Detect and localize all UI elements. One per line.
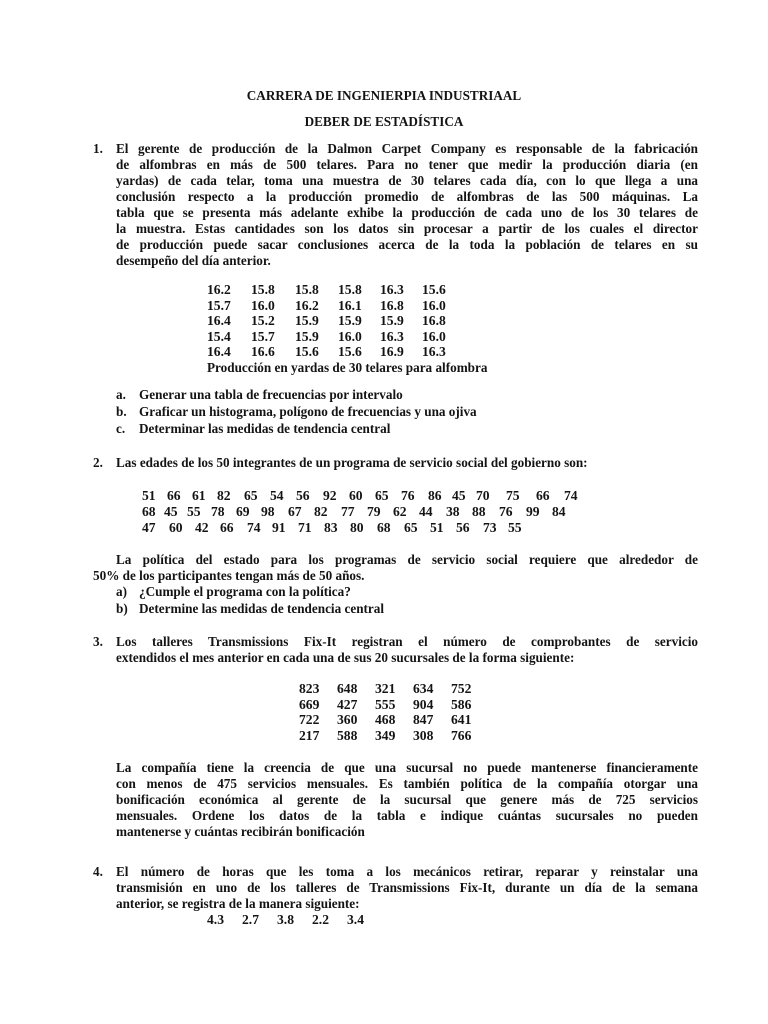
q3-cell: 555 (375, 697, 396, 712)
q4-values-row (207, 912, 364, 928)
question-4-number: 4. (93, 864, 103, 879)
q1-item-text: Determinar las medidas de tendencia central (139, 421, 391, 436)
q1-cell: 16.4 (207, 313, 231, 328)
q1-cell: 16.3 (422, 344, 446, 359)
q2-cell: 78 (211, 504, 225, 519)
q1-cell: 15.9 (380, 313, 404, 328)
question-2-intro: Las edades de los 50 integrantes de un programa de servicio social del gobierno son: (116, 455, 588, 470)
q1-line: conclusión respecto a la producción promedio de alfombras de las 500 máquinas. La (116, 189, 698, 204)
q2-cell: 76 (499, 504, 513, 519)
q2-cell: 44 (419, 504, 433, 519)
q2-cell: 69 (236, 504, 250, 519)
q3-table-row (299, 697, 471, 713)
question-1-text (116, 141, 698, 269)
q3-body-line: La compañía tiene la creencia de que una sucursal no puede mantenerse financieramente (116, 760, 698, 775)
q2-cell: 56 (456, 520, 470, 535)
q2-cell: 98 (261, 504, 275, 519)
q2-cell: 76 (401, 488, 415, 503)
q2-cell: 55 (508, 520, 522, 535)
q1-line: tabla que se presenta más adelante exhibe la producción de cada uno de los 30 telares de (116, 205, 698, 220)
q2-cell: 86 (428, 488, 442, 503)
q2-cell: 62 (393, 504, 407, 519)
q2-cell: 91 (272, 520, 286, 535)
q2-ages-row (142, 504, 566, 520)
q3-line: Los talleres Transmissions Fix-It registran el número de comprobantes de servicio (116, 634, 698, 649)
q4-line: anterior, se registra de la manera siguiente: (116, 896, 360, 911)
q1-cell: 16.0 (251, 298, 275, 313)
question-3-text (116, 634, 698, 666)
q2-cell: 51 (430, 520, 444, 535)
q4-value: 2.7 (242, 912, 259, 927)
q3-cell: 847 (413, 712, 434, 727)
q2-cell: 74 (564, 488, 578, 503)
q2-cell: 55 (187, 504, 201, 519)
q1-cell: 15.6 (295, 344, 319, 359)
q2-cell: 60 (169, 520, 183, 535)
q1-item-c (116, 421, 390, 437)
q1-line: de producción puede sacar conclusiones acerca de la toda la población de telares en su (116, 237, 698, 252)
q2-cell: 45 (452, 488, 466, 503)
q1-line: yardas) de cada telar, toma una muestra de 30 telares cada día, con lo que llega a una (116, 173, 698, 188)
q4-line: transmisión en uno de los talleres de Transmissions Fix-It, durante un día de la semana (116, 880, 698, 895)
q1-cell: 15.4 (207, 329, 231, 344)
q3-table-row (299, 712, 471, 728)
q3-cell: 427 (337, 697, 358, 712)
q2-cell: 99 (526, 504, 540, 519)
q3-cell: 468 (375, 712, 396, 727)
q3-cell: 669 (299, 697, 320, 712)
q2-cell: 71 (298, 520, 312, 535)
q2-policy-line: La política del estado para los programas de servicio social requiere que alrededor de (116, 552, 698, 567)
q1-cell: 16.9 (380, 344, 404, 359)
q1-cell: 15.8 (338, 282, 362, 297)
q2-cell: 38 (446, 504, 460, 519)
q3-body (116, 760, 698, 840)
q1-cell: 15.6 (422, 282, 446, 297)
q1-cell: 16.1 (338, 298, 362, 313)
q1-line: la muestra. Estas cantidades son los datos sin procesar a partir de los cuales el director (116, 221, 698, 236)
q3-cell: 217 (299, 728, 320, 743)
q3-body-line: mantenerse y cuántas recibirán bonificación (116, 824, 365, 839)
q2-cell: 82 (314, 504, 328, 519)
q1-cell: 16.2 (295, 298, 319, 313)
q1-cell: 15.9 (295, 313, 319, 328)
document-title: CARRERA DE INGENIERPIA INDUSTRIAAL (246, 88, 522, 103)
q2-cell: 77 (341, 504, 355, 519)
q4-value: 3.4 (347, 912, 364, 927)
q2-cell: 60 (349, 488, 363, 503)
q1-line: desempeño del día anterior. (116, 253, 271, 268)
q2-cell: 66 (167, 488, 181, 503)
q3-body-line: con menos de 475 servicios mensuales. Es también política de la compañía otorgar una (116, 776, 698, 791)
q2-cell: 68 (142, 504, 156, 519)
q2-ages-row (142, 488, 578, 504)
q1-cell: 15.9 (295, 329, 319, 344)
q2-cell: 88 (472, 504, 486, 519)
question-3-number: 3. (93, 634, 103, 649)
question-1-number: 1. (93, 141, 103, 156)
q3-body-line: mensuales. Ordene los datos de la tabla e indique cuántas sucursales no pueden (116, 808, 698, 823)
q1-table-row (207, 298, 446, 314)
q3-cell: 588 (337, 728, 358, 743)
q2-policy (93, 552, 698, 584)
q2-cell: 61 (192, 488, 206, 503)
q1-cell: 15.9 (338, 313, 362, 328)
q2-item-text: ¿Cumple el programa con la política? (139, 584, 351, 599)
q1-cell: 16.8 (380, 298, 404, 313)
q3-line: extendidos el mes anterior en cada una de sus 20 sucursales de la forma siguiente: (116, 650, 575, 665)
q2-cell: 84 (552, 504, 566, 519)
q2-item-a (116, 584, 351, 600)
q1-item-b (116, 404, 477, 420)
q2-cell: 75 (506, 488, 520, 503)
q1-line: de alfombras en más de 500 telares. Para no tener que medir la producción diaria (en (116, 157, 698, 172)
q3-table-row (299, 681, 471, 697)
q2-cell: 79 (367, 504, 381, 519)
q1-cell: 16.0 (422, 329, 446, 344)
question-2-number: 2. (93, 455, 103, 470)
q1-cell: 16.2 (207, 282, 231, 297)
q1-cell: 16.8 (422, 313, 446, 328)
q2-ages-row (142, 520, 522, 536)
q2-cell: 47 (142, 520, 156, 535)
q3-cell: 308 (413, 728, 434, 743)
q1-item-text: Graficar un histograma, polígono de frecuencias y una ojiva (139, 404, 477, 419)
q2-item-b (116, 601, 384, 617)
q1-table-row (207, 344, 446, 360)
q4-line: El número de horas que les toma a los mecánicos retirar, reparar y reinstalar una (116, 864, 698, 879)
q2-item-text: Determine las medidas de tendencia central (139, 601, 385, 616)
q3-cell: 904 (413, 697, 434, 712)
q1-cell: 15.6 (338, 344, 362, 359)
q2-cell: 65 (375, 488, 389, 503)
q3-cell: 349 (375, 728, 396, 743)
q3-cell: 752 (451, 681, 472, 696)
q1-table-caption: Producción en yardas de 30 telares para alfombra (207, 360, 488, 375)
q2-cell: 66 (220, 520, 234, 535)
q1-cell: 16.3 (380, 329, 404, 344)
q3-cell: 722 (299, 712, 320, 727)
q2-cell: 73 (483, 520, 497, 535)
q3-cell: 634 (413, 681, 434, 696)
q1-item-marker: c. (116, 421, 126, 436)
q3-cell: 321 (375, 681, 396, 696)
q3-cell: 641 (451, 712, 472, 727)
q1-item-marker: a. (116, 387, 126, 402)
q1-cell: 16.0 (338, 329, 362, 344)
q1-cell: 15.8 (295, 282, 319, 297)
q1-cell: 16.3 (380, 282, 404, 297)
q2-cell: 65 (244, 488, 258, 503)
q2-cell: 83 (324, 520, 338, 535)
q1-item-a (116, 387, 403, 403)
q3-cell: 586 (451, 697, 472, 712)
q1-cell: 16.0 (422, 298, 446, 313)
q3-table-row (299, 728, 471, 744)
q2-cell: 70 (476, 488, 490, 503)
q1-cell: 15.7 (207, 298, 231, 313)
q2-cell: 82 (217, 488, 231, 503)
q2-cell: 68 (377, 520, 391, 535)
q4-value: 4.3 (207, 912, 224, 927)
q1-item-marker: b. (116, 404, 127, 419)
q2-cell: 56 (296, 488, 310, 503)
q1-table-row (207, 313, 446, 329)
q3-cell: 648 (337, 681, 358, 696)
q1-item-text: Generar una tabla de frecuencias por intervalo (139, 387, 403, 402)
q2-cell: 54 (270, 488, 284, 503)
question-4-text (116, 864, 698, 912)
q2-cell: 45 (164, 504, 178, 519)
q2-cell: 80 (350, 520, 364, 535)
q2-cell: 67 (288, 504, 302, 519)
q3-cell: 766 (451, 728, 472, 743)
q2-policy-line: 50% de los participantes tengan más de 50 años. (93, 568, 365, 583)
q1-cell: 16.4 (207, 344, 231, 359)
q2-cell: 92 (323, 488, 337, 503)
q3-cell: 360 (337, 712, 358, 727)
q2-cell: 74 (247, 520, 261, 535)
q2-item-marker: b) (116, 601, 128, 616)
q1-cell: 15.7 (251, 329, 275, 344)
q2-item-marker: a) (116, 584, 127, 599)
q2-cell: 42 (195, 520, 209, 535)
q4-value: 3.8 (277, 912, 294, 927)
q1-table-row (207, 329, 446, 345)
q1-table-row (207, 282, 446, 298)
q2-cell: 51 (142, 488, 156, 503)
q1-line: El gerente de producción de la Dalmon Carpet Company es responsable de la fabricación (116, 141, 698, 156)
q1-cell: 15.2 (251, 313, 275, 328)
q3-cell: 823 (299, 681, 320, 696)
q4-value: 2.2 (312, 912, 329, 927)
q3-body-line: bonificación económica al gerente de la sucursal que genere más de 725 servicios (116, 792, 698, 807)
q2-cell: 66 (536, 488, 550, 503)
q1-cell: 16.6 (251, 344, 275, 359)
q2-cell: 65 (404, 520, 418, 535)
q1-cell: 15.8 (251, 282, 275, 297)
document-subtitle: DEBER DE ESTADÍSTICA (304, 114, 464, 129)
